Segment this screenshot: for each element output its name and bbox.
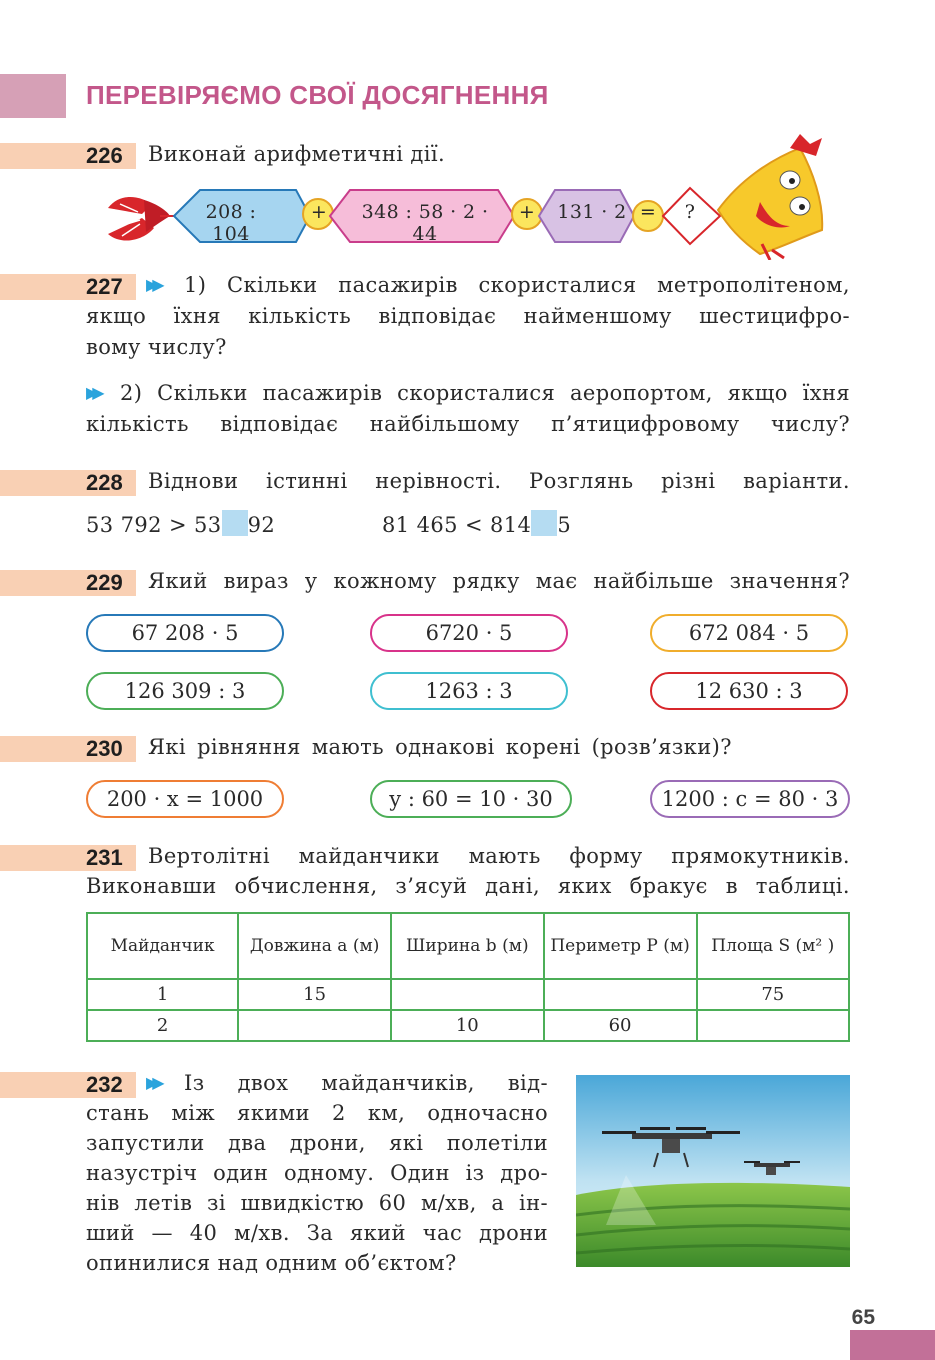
task-number-231: 231 — [86, 845, 123, 870]
table-header-cell: Майданчик — [87, 913, 238, 979]
table-header-cell: Ширина b (м) — [391, 913, 544, 979]
table-header-cell: Площа S (м² ) — [697, 913, 849, 979]
page-footer-bar — [850, 1330, 935, 1360]
expression-pill[interactable]: 6720 · 5 — [370, 614, 568, 652]
equation-1: 200 · x = 1000 — [106, 787, 264, 811]
task-227-line-3: вому числу? — [86, 335, 227, 359]
chain-expr-3: 131 · 2 — [557, 201, 627, 223]
task-232-line-4: назустріч один одному. Один із дро- — [86, 1161, 548, 1185]
table-cell: 75 — [697, 979, 849, 1010]
chain-equals: = — [639, 201, 657, 223]
inequality-2 — [382, 510, 571, 537]
table-header-cell: Довжина a (м) — [238, 913, 391, 979]
task-number-228: 228 — [86, 470, 123, 495]
expression-pill[interactable]: 126 309 : 3 — [86, 672, 284, 710]
inequality-1-left: 53 792 > 53 — [86, 513, 222, 537]
equation-2: y : 60 = 10 · 30 — [389, 787, 553, 811]
equation-pill[interactable] — [650, 780, 850, 818]
inequality-1-right: 92 — [247, 513, 276, 537]
expression-pill[interactable]: 1263 : 3 — [370, 672, 568, 710]
table-cell[interactable] — [544, 979, 697, 1010]
task-number-226: 226 — [86, 143, 123, 168]
inequality-2-left: 81 465 < 814 — [382, 513, 532, 537]
expression-pill[interactable]: 67 208 · 5 — [86, 614, 284, 652]
table-cell: 1 — [87, 979, 238, 1010]
task-232-line-3: запустили два дрони, які полетіли — [86, 1131, 548, 1155]
chain-plus-2: + — [518, 201, 536, 223]
task-227-line-1: 1) Скільки пасажирів скористалися метрополітеном, — [184, 273, 850, 297]
inequality-1 — [86, 510, 275, 537]
table-cell: 2 — [87, 1010, 238, 1041]
missing-digit-box[interactable] — [531, 510, 557, 536]
chain-expr-1: 208 : 104 — [205, 201, 257, 245]
task-227-line-5: кількість відповідає найбільшому п’ятицифровому числу? — [86, 412, 850, 436]
table-row — [87, 979, 849, 1010]
double-arrow-icon: ▶▶ — [86, 383, 99, 402]
table-cell[interactable] — [238, 1010, 391, 1041]
task-231-line-1: Вертолітні майданчики мають форму прямокутників. — [148, 844, 850, 868]
chain-expr-2: 348 : 58 · 2 · 44 — [361, 201, 489, 245]
task-227-line-4: 2) Скільки пасажирів скористалися аеропортом, якщо їхня — [120, 381, 850, 405]
kite-tail-bow-icon — [108, 197, 170, 241]
table-header-cell: Периметр P (м) — [544, 913, 697, 979]
task-232-line-2: стань між якими 2 км, одночасно — [86, 1101, 548, 1125]
task-232-line-5: нів летів зі швидкістю 60 м/хв, а ін- — [86, 1191, 548, 1215]
task-231-line-2: Виконавши обчислення, з’ясуй дані, яких бракує в таблиці. — [86, 874, 850, 898]
task-228-text: Віднови істинні нерівності. Розглянь різні варіанти. — [148, 469, 850, 493]
task-232-line-7: опинилися над одним об’єктом? — [86, 1251, 457, 1275]
table-cell[interactable] — [391, 979, 544, 1010]
table-cell[interactable] — [697, 1010, 849, 1041]
task-229-text: Який вираз у кожному рядку має найбільше значення? — [148, 569, 850, 593]
task-227-line-2: якщо їхня кількість відповідає найменшому шестицифро- — [86, 304, 850, 328]
table-row — [87, 1010, 849, 1041]
task-number-230: 230 — [86, 736, 123, 761]
inequality-2-right: 5 — [557, 513, 572, 537]
table-cell: 60 — [544, 1010, 697, 1041]
task-230-text: Які рівняння мають однакові корені (розв’язки)? — [148, 735, 732, 759]
page-number: 65 — [851, 1306, 875, 1329]
chain-question: ? — [684, 201, 696, 223]
expression-pill[interactable]: 12 630 : 3 — [650, 672, 848, 710]
table-header-row — [87, 913, 849, 979]
task-226-text: Виконай арифметичні дії. — [148, 142, 446, 166]
table-cell: 15 — [238, 979, 391, 1010]
task-number-229: 229 — [86, 570, 123, 595]
missing-digit-box[interactable] — [222, 510, 248, 536]
task-number-232: 232 — [86, 1072, 123, 1097]
equation-pill[interactable] — [86, 780, 284, 818]
section-title: ПЕРЕВІРЯЄМО СВОЇ ДОСЯГНЕННЯ — [86, 80, 549, 110]
drones-over-field-photo — [576, 1075, 850, 1267]
table-cell: 10 — [391, 1010, 544, 1041]
task-232-line-1: Із двох майданчиків, від- — [184, 1071, 548, 1095]
kite-face-icon — [718, 134, 822, 260]
double-arrow-icon: ▶▶ — [146, 1073, 159, 1092]
equation-pill[interactable] — [370, 780, 572, 818]
task-232-line-6: ший — 40 м/хв. За який час дрони — [86, 1221, 548, 1245]
chain-plus-1: + — [310, 201, 328, 223]
expression-pill[interactable]: 672 084 · 5 — [650, 614, 848, 652]
helipad-table — [86, 912, 850, 1042]
double-arrow-icon: ▶▶ — [146, 275, 159, 294]
equation-3: 1200 : c = 80 · 3 — [661, 787, 839, 811]
task-number-227: 227 — [86, 274, 123, 299]
header-accent-bar — [0, 74, 66, 118]
